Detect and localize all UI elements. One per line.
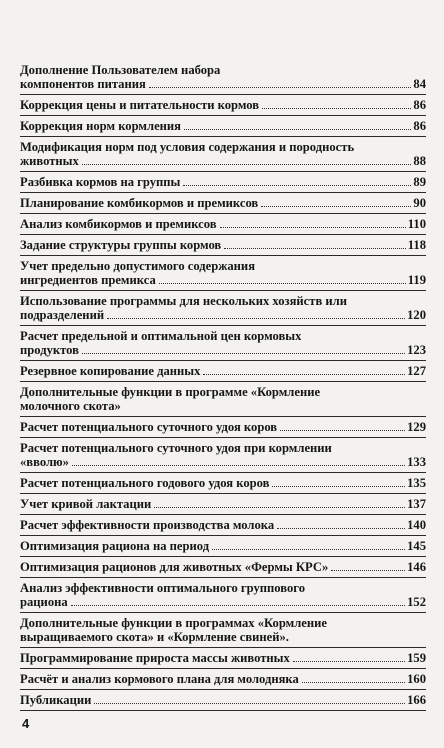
toc-entry-title: Расчет эффективности производства молока — [20, 518, 275, 532]
toc-entry — [20, 116, 426, 137]
toc-entry-title: подразделений — [20, 308, 105, 322]
toc-entry-title-line: Дополнительные функции в программах «Кормление — [20, 616, 327, 630]
toc-entry — [20, 193, 426, 214]
toc-entry-title: Оптимизация рационов для животных «Фермы КРС» — [20, 560, 329, 574]
dot-leader — [72, 465, 405, 466]
toc-entry-page: 145 — [407, 539, 426, 553]
dot-leader — [82, 353, 405, 354]
toc-entry-title: ингредиентов премикса — [20, 273, 156, 287]
toc-entry — [20, 291, 426, 326]
toc-entry — [20, 326, 426, 361]
toc-entry-page: 119 — [407, 273, 426, 287]
toc-entry-title-line: Расчет предельной и оптимальной цен кормовых — [20, 329, 302, 343]
toc-entry-page: 159 — [407, 651, 426, 665]
table-of-contents — [20, 60, 426, 711]
toc-entry-title-line: Учет предельно допустимого содержания — [20, 259, 256, 273]
toc-entry — [20, 648, 426, 669]
dot-leader — [261, 206, 411, 207]
toc-entry — [20, 536, 426, 557]
toc-entry-title: Учет кривой лактации — [20, 497, 152, 511]
toc-entry-title: «вволю» — [20, 455, 69, 469]
toc-entry — [20, 417, 426, 438]
toc-entry — [20, 382, 426, 417]
toc-entry-title: Разбивка кормов на группы — [20, 175, 181, 189]
toc-entry-title-line: Дополнительные функции в программе «Кормление — [20, 385, 321, 399]
toc-entry-page: 137 — [407, 497, 426, 511]
toc-entry — [20, 473, 426, 494]
toc-entry — [20, 578, 426, 613]
toc-entry-title: Программирование прироста массы животных — [20, 651, 290, 665]
toc-entry — [20, 137, 426, 172]
toc-entry-title: Задание структуры группы кормов — [20, 238, 222, 252]
dot-leader — [149, 87, 412, 88]
dot-leader — [293, 661, 405, 662]
page-number: 4 — [22, 716, 30, 731]
dot-leader — [107, 318, 405, 319]
toc-entry — [20, 235, 426, 256]
toc-entry-title-line: Дополнение Пользователем набора — [20, 63, 221, 77]
toc-entry — [20, 438, 426, 473]
dot-leader — [272, 486, 405, 487]
toc-entry-title: рациона — [20, 595, 68, 609]
toc-entry-page: 152 — [407, 595, 426, 609]
toc-entry-page: 86 — [413, 119, 426, 133]
toc-entry — [20, 256, 426, 291]
toc-entry — [20, 515, 426, 536]
dot-leader — [82, 164, 412, 165]
toc-entry-page: 129 — [407, 420, 426, 434]
toc-entry-page: 88 — [413, 154, 426, 168]
toc-entry — [20, 95, 426, 116]
toc-entry — [20, 172, 426, 193]
dot-leader — [203, 374, 405, 375]
toc-entry-page: 166 — [407, 693, 426, 707]
toc-entry-title-line: Анализ эффективности оптимального группового — [20, 581, 305, 595]
dot-leader — [71, 605, 405, 606]
toc-entry-title: Резервное копирование данных — [20, 364, 201, 378]
toc-entry-title: Оптимизация рациона на период — [20, 539, 210, 553]
toc-entry-page: 90 — [413, 196, 426, 210]
toc-entry-title: молочного скота» — [20, 399, 121, 413]
toc-entry — [20, 669, 426, 690]
toc-entry-title: Расчет потенциального годового удоя коров — [20, 476, 270, 490]
dot-leader — [220, 227, 406, 228]
toc-entry-title: Публикации — [20, 693, 92, 707]
toc-entry — [20, 690, 426, 711]
toc-entry-page: 160 — [407, 672, 426, 686]
toc-entry — [20, 557, 426, 578]
dot-leader — [94, 703, 405, 704]
toc-entry-title: продуктов — [20, 343, 79, 357]
toc-entry-page: 133 — [407, 455, 426, 469]
toc-entry — [20, 361, 426, 382]
toc-entry-title: Планирование комбикормов и премиксов — [20, 196, 259, 210]
dot-leader — [277, 528, 405, 529]
dot-leader — [262, 108, 411, 109]
dot-leader — [280, 430, 405, 431]
toc-entry-page: 86 — [413, 98, 426, 112]
dot-leader — [159, 283, 406, 284]
toc-entry — [20, 494, 426, 515]
toc-entry-page: 146 — [407, 560, 426, 574]
toc-entry-title: животных — [20, 154, 79, 168]
toc-entry-page: 123 — [407, 343, 426, 357]
toc-entry-page: 118 — [407, 238, 426, 252]
toc-entry-title: Коррекция цены и питательности кормов — [20, 98, 260, 112]
dot-leader — [183, 185, 411, 186]
toc-entry-title: Коррекция норм кормления — [20, 119, 181, 133]
toc-entry-page: 135 — [407, 476, 426, 490]
toc-entry-page: 140 — [407, 518, 426, 532]
dot-leader — [224, 248, 406, 249]
toc-entry-title: компонентов питания — [20, 77, 146, 91]
toc-entry-page: 120 — [407, 308, 426, 322]
dot-leader — [212, 549, 405, 550]
dot-leader — [184, 129, 411, 130]
toc-entry — [20, 60, 426, 95]
toc-entry-title-line: Расчет потенциального суточного удоя при кормлении — [20, 441, 332, 455]
toc-entry — [20, 214, 426, 235]
toc-entry-page: 89 — [413, 175, 426, 189]
toc-entry-title: выращиваемого скота» и «Кормление свиней». — [20, 630, 289, 644]
dot-leader — [154, 507, 405, 508]
toc-entry-title: Анализ комбикормов и премиксов — [20, 217, 217, 231]
toc-entry-page: 84 — [413, 77, 426, 91]
toc-entry-title: Расчет потенциального суточного удоя коров — [20, 420, 278, 434]
toc-entry-page: 110 — [407, 217, 426, 231]
toc-entry-page: 127 — [407, 364, 426, 378]
toc-entry — [20, 613, 426, 648]
toc-entry-title-line: Модификация норм под условия содержания и породность — [20, 140, 355, 154]
toc-entry-title: Расчёт и анализ кормового плана для молодняка — [20, 672, 299, 686]
dot-leader — [331, 570, 405, 571]
dot-leader — [302, 682, 405, 683]
toc-entry-title-line: Использование программы для нескольких хозяйств или — [20, 294, 347, 308]
